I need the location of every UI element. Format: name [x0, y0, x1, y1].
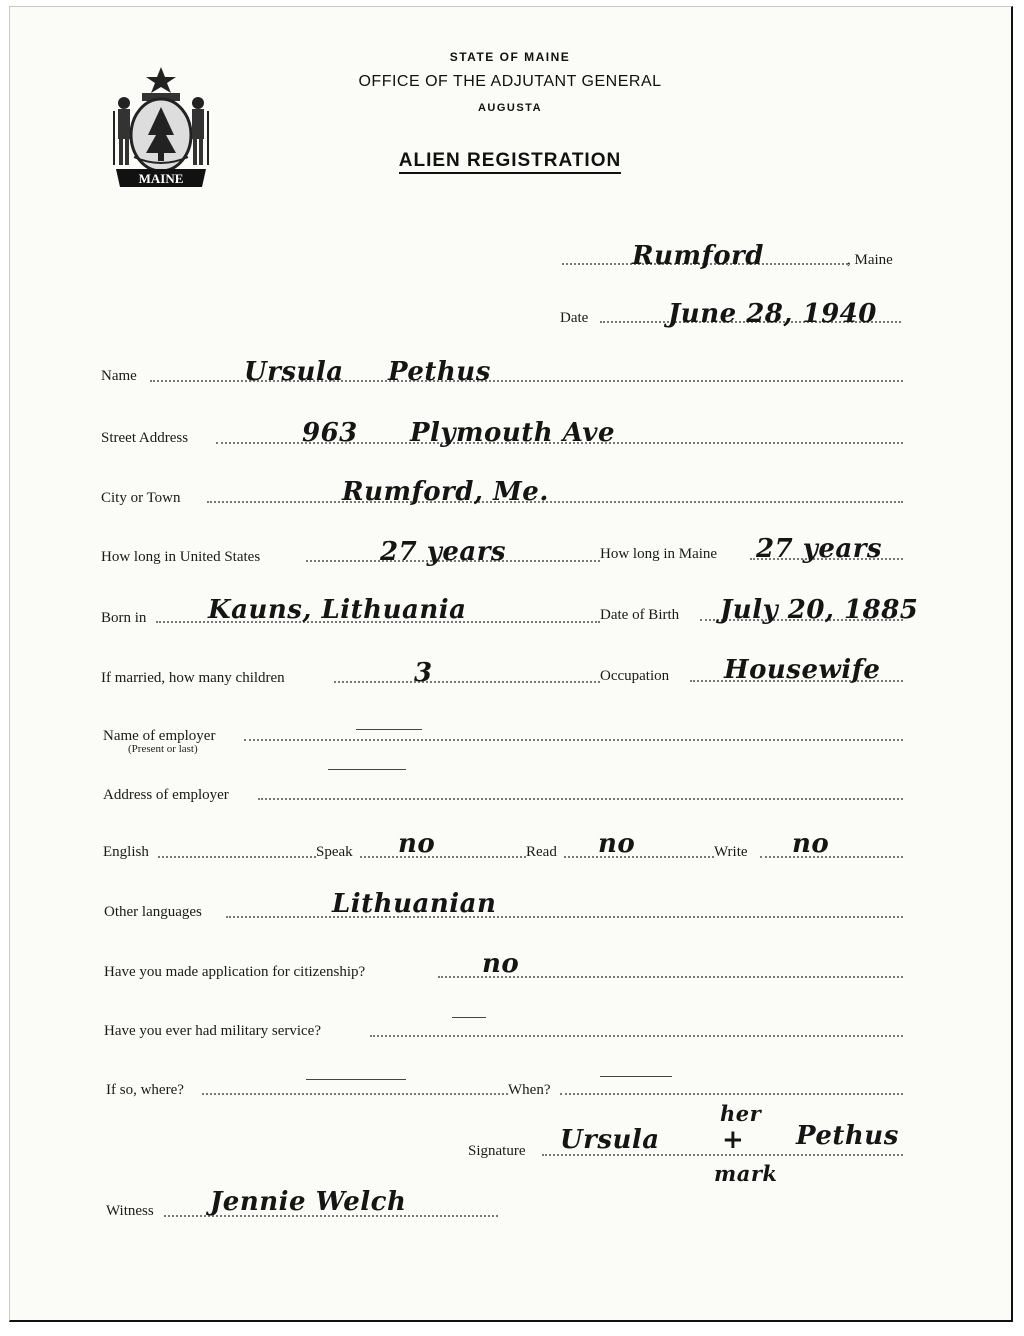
- form-title: ALIEN REGISTRATION: [310, 150, 710, 172]
- date-label: Date: [560, 310, 589, 326]
- write-line: [760, 856, 903, 858]
- english-line: [158, 856, 316, 858]
- signature-her: her: [720, 1101, 762, 1126]
- signature-last: Pethus: [796, 1121, 899, 1151]
- witness-value: Jennie Welch: [210, 1187, 407, 1217]
- where-label: If so, where?: [106, 1082, 184, 1098]
- signature-first: Ursula: [560, 1125, 660, 1155]
- place-value: Rumford: [632, 241, 764, 271]
- city-line: [207, 501, 903, 503]
- children-line: [334, 681, 600, 683]
- military-dash: [452, 1017, 486, 1018]
- other-languages-line: [226, 916, 903, 918]
- maine-value: 27 years: [756, 534, 883, 564]
- witness-label: Witness: [106, 1203, 154, 1219]
- signature-mark: mark: [714, 1161, 778, 1186]
- when-label: When?: [508, 1082, 551, 1098]
- employer-dash: [356, 729, 422, 730]
- employer-address-label: Address of employer: [103, 787, 229, 803]
- name-first: Ursula: [244, 357, 344, 387]
- born-label: Born in: [101, 610, 147, 626]
- military-line: [370, 1035, 903, 1037]
- maine-label: How long in Maine: [600, 546, 718, 562]
- speak-value: no: [398, 829, 436, 859]
- when-dash: [600, 1076, 672, 1077]
- street-number: 963: [302, 418, 358, 448]
- city-value: Rumford, Me.: [342, 477, 549, 507]
- name-last: Pethus: [388, 357, 491, 387]
- dob-value: July 20, 1885: [720, 595, 919, 625]
- born-value: Kauns, Lithuania: [208, 595, 467, 625]
- read-line: [564, 856, 714, 858]
- dob-label: Date of Birth: [600, 607, 680, 623]
- employer-sublabel: (Present or last): [128, 743, 198, 755]
- children-label: If married, how many children: [101, 670, 285, 686]
- us-label: How long in United States: [101, 549, 261, 565]
- name-label: Name: [101, 368, 137, 384]
- signature-label: Signature: [468, 1143, 526, 1159]
- employer-address-dash: [328, 769, 406, 770]
- us-value: 27 years: [380, 537, 507, 567]
- header-state: STATE OF MAINE: [449, 50, 571, 64]
- citizenship-label: Have you made application for citizenship?: [104, 964, 366, 980]
- state-seal-icon: [106, 65, 216, 191]
- read-label: Read: [526, 844, 557, 860]
- where-dash: [306, 1079, 406, 1080]
- children-value: 3: [414, 658, 433, 688]
- citizenship-value: no: [482, 949, 520, 979]
- occupation-label: Occupation: [600, 668, 670, 684]
- registration-form: [9, 6, 1013, 1322]
- date-value: June 28, 1940: [668, 299, 877, 329]
- employer-label: Name of employer: [103, 728, 216, 744]
- when-line: [560, 1093, 903, 1095]
- city-label: City or Town: [101, 490, 181, 506]
- write-value: no: [792, 829, 830, 859]
- occupation-value: Housewife: [724, 655, 881, 685]
- where-line: [202, 1093, 508, 1095]
- read-value: no: [598, 829, 636, 859]
- other-languages-value: Lithuanian: [332, 889, 497, 919]
- speak-line: [360, 856, 526, 858]
- english-label: English: [103, 844, 149, 860]
- header-city: AUGUSTA: [477, 102, 543, 114]
- header-office: OFFICE OF THE ADJUTANT GENERAL: [358, 73, 662, 90]
- street-name: Plymouth Ave: [410, 418, 616, 448]
- employer-line: [244, 739, 903, 741]
- employer-address-line: [258, 798, 903, 800]
- write-label: Write: [714, 844, 748, 860]
- street-label: Street Address: [101, 430, 189, 446]
- speak-label: Speak: [316, 844, 353, 860]
- place-suffix: , Maine: [847, 252, 893, 268]
- military-label: Have you ever had military service?: [104, 1023, 321, 1039]
- seal-text: MAINE: [138, 171, 184, 186]
- signature-cross: +: [722, 1125, 745, 1155]
- other-languages-label: Other languages: [104, 904, 202, 920]
